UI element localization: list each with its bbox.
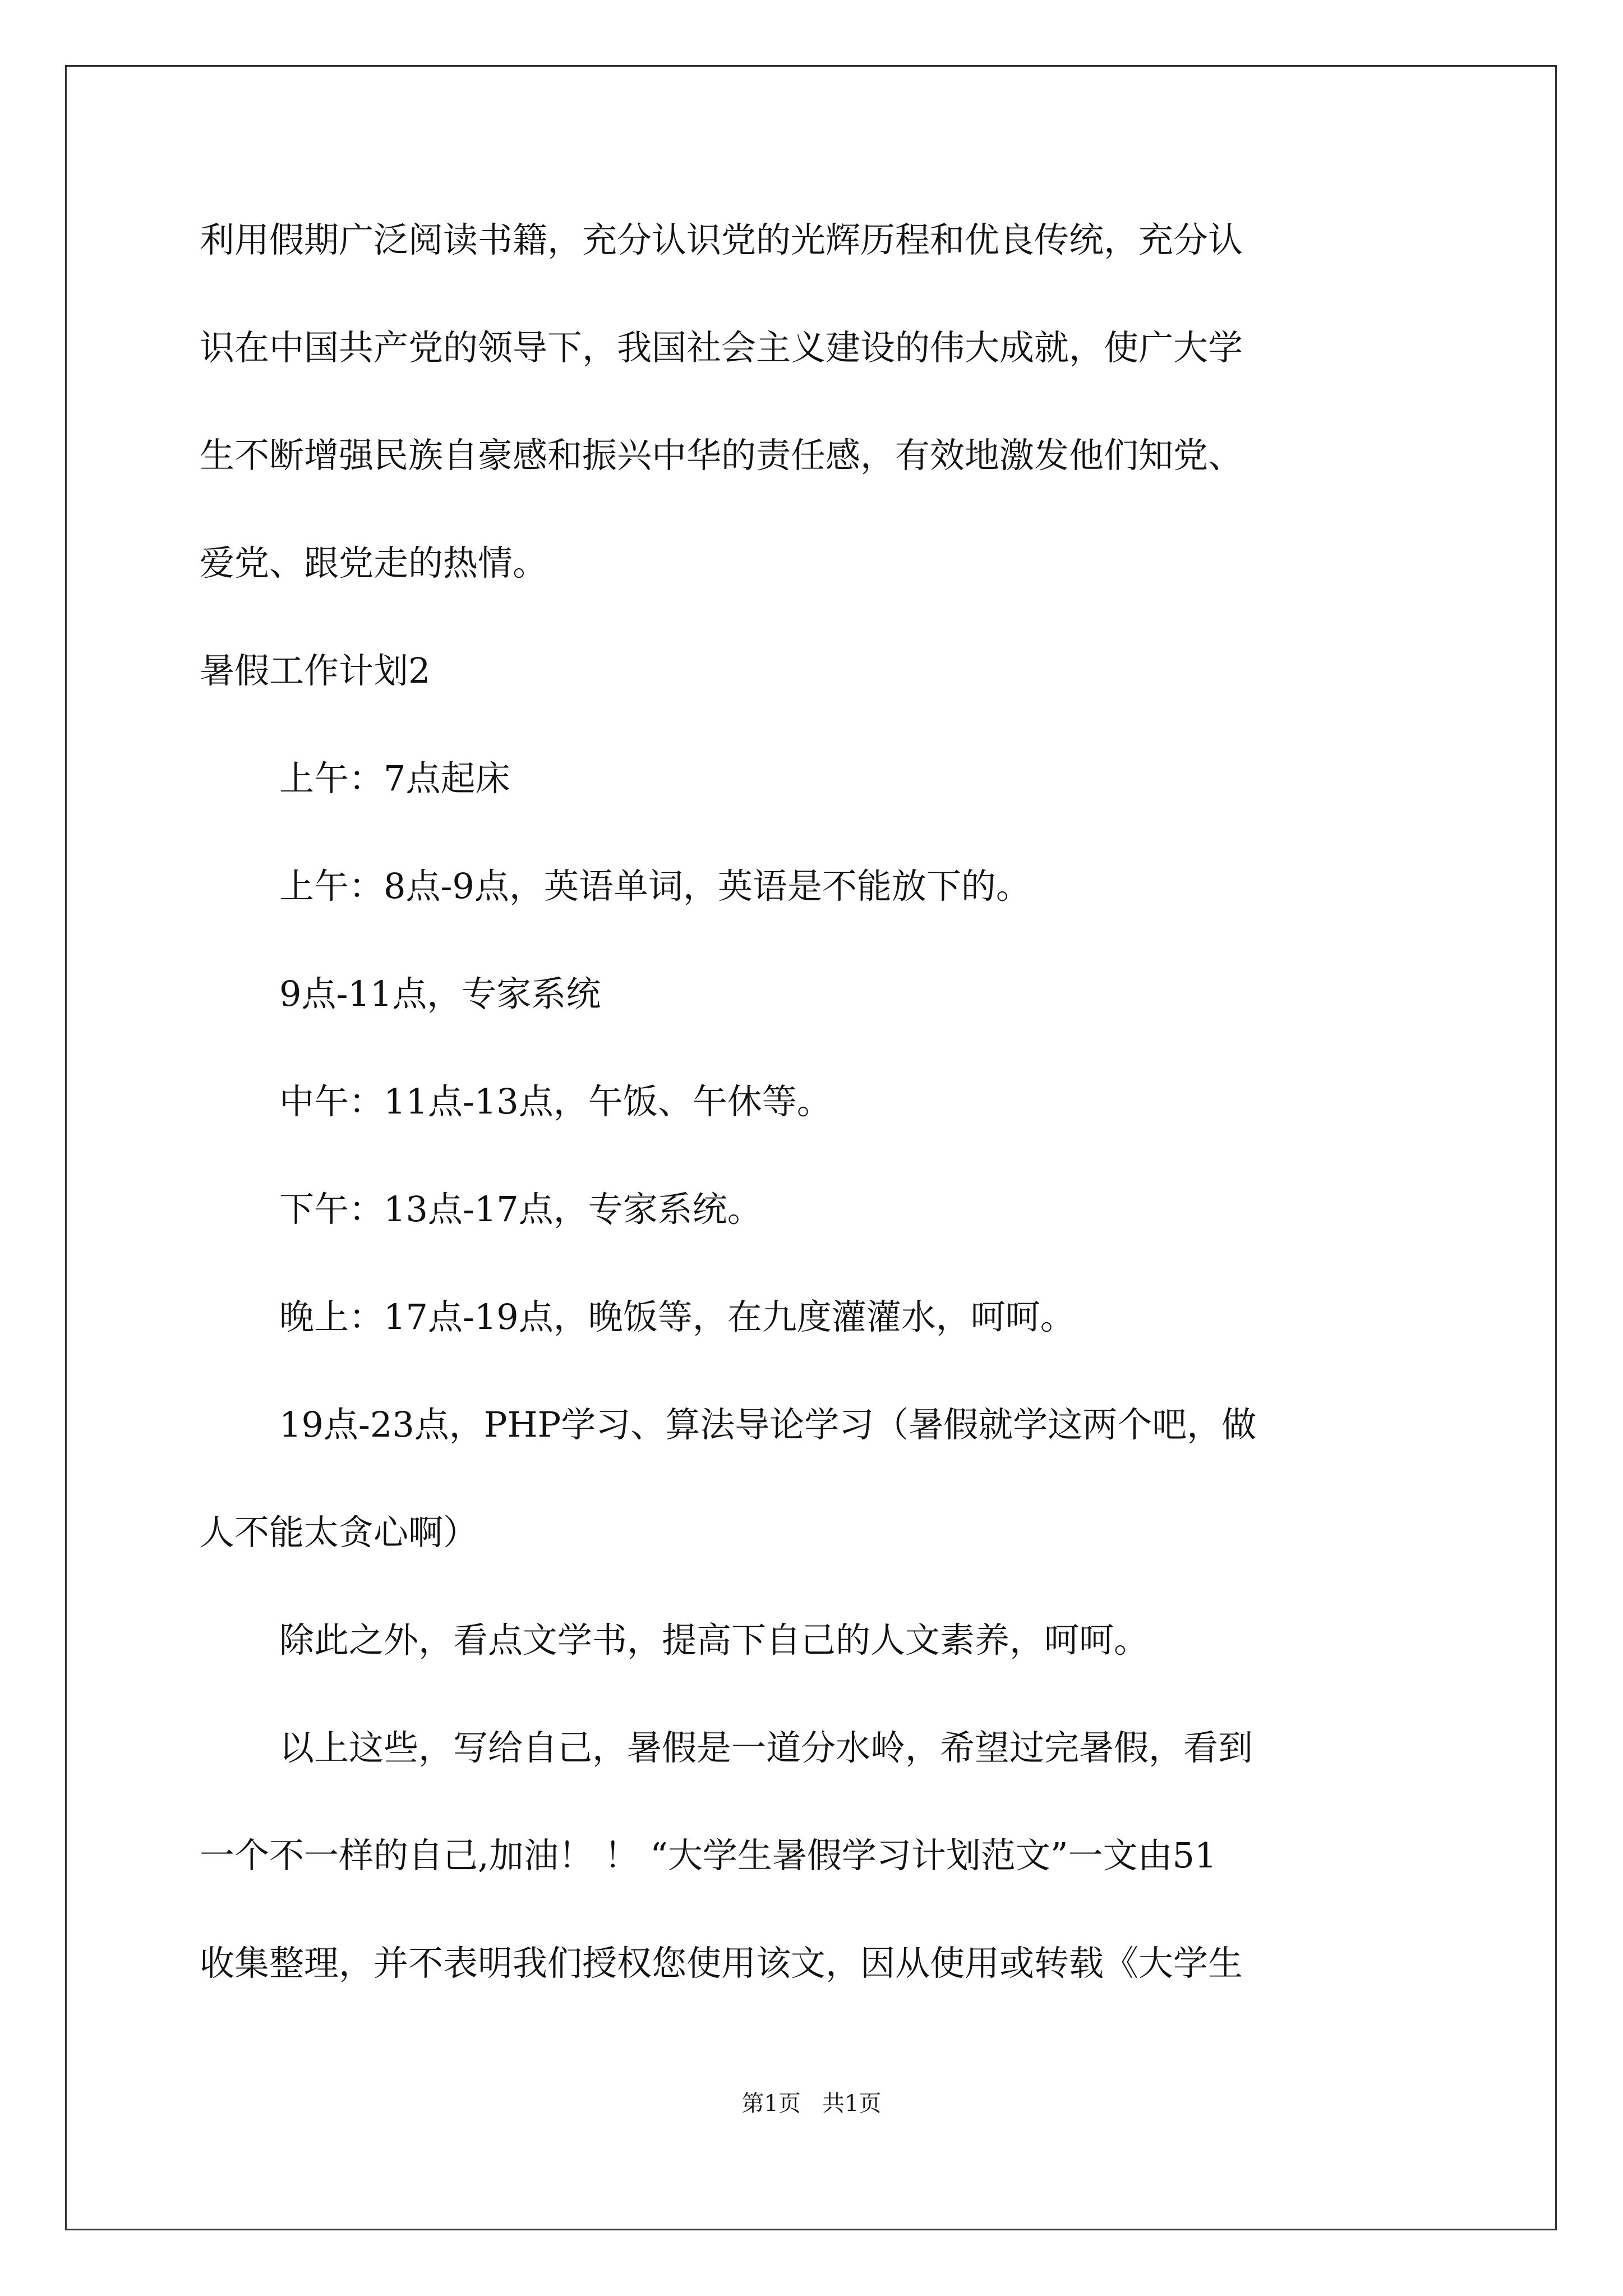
closing-line: 收集整理，并不表明我们授权您使用该文，因从使用或转载《大学生 xyxy=(200,1943,1243,1984)
extra-paragraph: 除此之外，看点文学书，提高下自己的人文素养，呵呵。 xyxy=(279,1619,1149,1660)
page-footer: 第1页 共1页 xyxy=(741,2091,882,2116)
section-heading: 暑假工作计划2 xyxy=(200,650,431,691)
schedule-item: 上午：7点起床 xyxy=(279,758,510,799)
paragraph-line: 识在中国共产党的领导下，我国社会主义建设的伟大成就，使广大学 xyxy=(200,327,1243,368)
schedule-item: 上午：8点-9点，英语单词，英语是不能放下的。 xyxy=(279,866,1031,907)
evening-study-line: 人不能太贪心啊） xyxy=(200,1512,478,1553)
schedule-item: 晚上：17点-19点，晚饭等，在九度灌灌水，呵呵。 xyxy=(279,1296,1075,1337)
schedule-item: 中午：11点-13点，午饭、午休等。 xyxy=(279,1081,832,1122)
schedule-item: 下午：13点-17点，专家系统。 xyxy=(279,1189,762,1230)
paragraph-line: 生不断增强民族自豪感和振兴中华的责任感，有效地激发他们知党、 xyxy=(200,435,1243,476)
closing-line: 一个不一样的自己,加油！ ！ “大学生暑假学习计划范文”一文由51 xyxy=(200,1835,1217,1876)
paragraph-line: 利用假期广泛阅读书籍，充分认识党的光辉历程和优良传统，充分认 xyxy=(200,219,1243,260)
schedule-item: 9点-11点，专家系统 xyxy=(279,973,601,1014)
evening-study-line: 19点-23点，PHP学习、算法导论学习（暑假就学这两个吧，做 xyxy=(279,1404,1257,1445)
document-body xyxy=(200,219,1456,2053)
closing-line: 以上这些，写给自己，暑假是一道分水岭，希望过完暑假，看到 xyxy=(279,1727,1253,1768)
paragraph-line: 爱党、跟党走的热情。 xyxy=(200,542,548,583)
